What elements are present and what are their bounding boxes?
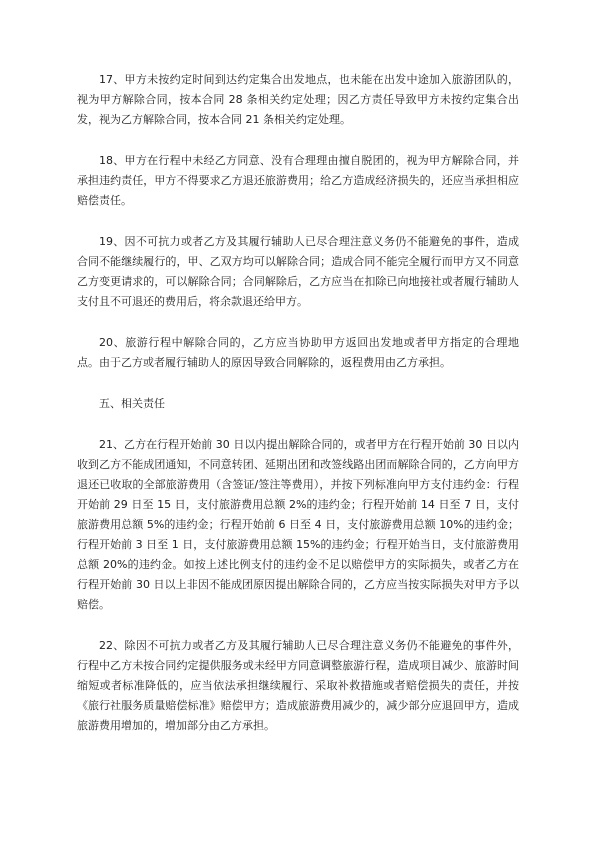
clause-22: 22、除因不可抗力或者乙方及其履行辅助人已尽合理注意义务仍不能避免的事件外，行程中乙方未按合同约定提供服务或未经甲方同意调整旅游行程，造成项目减少、旅游时间缩短或者标准降低的，应当依法承担继续履行、采取补救措施或者赔偿损失的责任，并按《旅行社服务质量赔偿标准》赔偿甲方；造成旅游费用减少的，减少部分应退回甲方，造成旅游费用增加的，增加部分由乙方承担。	[77, 639, 519, 732]
paragraph-gap	[77, 615, 519, 636]
paragraph-gap	[77, 130, 519, 151]
paragraph-gap	[77, 211, 519, 232]
clause-21: 21、乙方在行程开始前 30 日以内提出解除合同的，或者甲方在行程开始前 30 日以内收到乙方不能成团通知，不同意转团、延期出团和改签线路出团而解除合同的，乙方向甲方退还已收取的全部旅游费用（含签证/签注等费用），并按下列标准向甲方支付违约金：行程开始前 29 日至 15 日，支付旅游费用总额 2%的违约金；行程开始前 14 日至 7 日，支付旅游费用总额 5%的违约金；行程开始前 6 日至 4 日，支付旅游费用总额 10%的违约金；行程开始前 3 日至 1 日，支付旅游费用总额 15%的违约金；行程开始当日，支付旅游费用总额 20%的违约金。如按上述比例支付的违约金不足以赔偿甲方的实际损失，或者乙方在行程开始前 30 日以上非因不能成团原因提出解除合同的，乙方应当按实际损失对甲方予以赔偿。	[77, 438, 519, 611]
clause-20: 20、旅游行程中解除合同的，乙方应当协助甲方返回出发地或者甲方指定的合理地点。由于乙方或者履行辅助人的原因导致合同解除的，返程费用由乙方承担。	[77, 336, 519, 369]
document-body	[77, 70, 519, 736]
paragraph-gap	[77, 373, 519, 394]
section-heading-related-liability: 五、相关责任	[99, 397, 165, 410]
clause-19: 19、因不可抗力或者乙方及其履行辅助人已尽合理注意义务仍不能避免的事件，造成合同不能继续履行的，甲、乙双方均可以解除合同；造成合同不能完全履行而甲方又不同意乙方变更请求的，可以解除合同；合同解除后，乙方应当在扣除已向地接社或者履行辅助人支付且不可退还的费用后，将余款退还给甲方。	[77, 235, 519, 308]
clause-17: 17、甲方未按约定时间到达约定集合出发地点，也未能在出发中途加入旅游团队的，视为甲方解除合同，按本合同 28 条相关约定处理；因乙方责任导致甲方未按约定集合出发，视为乙方解除合同，按本合同 21 条相关约定处理。	[77, 73, 519, 126]
clause-18: 18、甲方在行程中未经乙方同意、没有合理理由擅自脱团的，视为甲方解除合同，并承担违约责任，甲方不得要求乙方退还旅游费用；给乙方造成经济损失的，还应当承担相应赔偿责任。	[77, 154, 519, 207]
paragraph-gap	[77, 312, 519, 333]
paragraph-gap	[77, 414, 519, 435]
